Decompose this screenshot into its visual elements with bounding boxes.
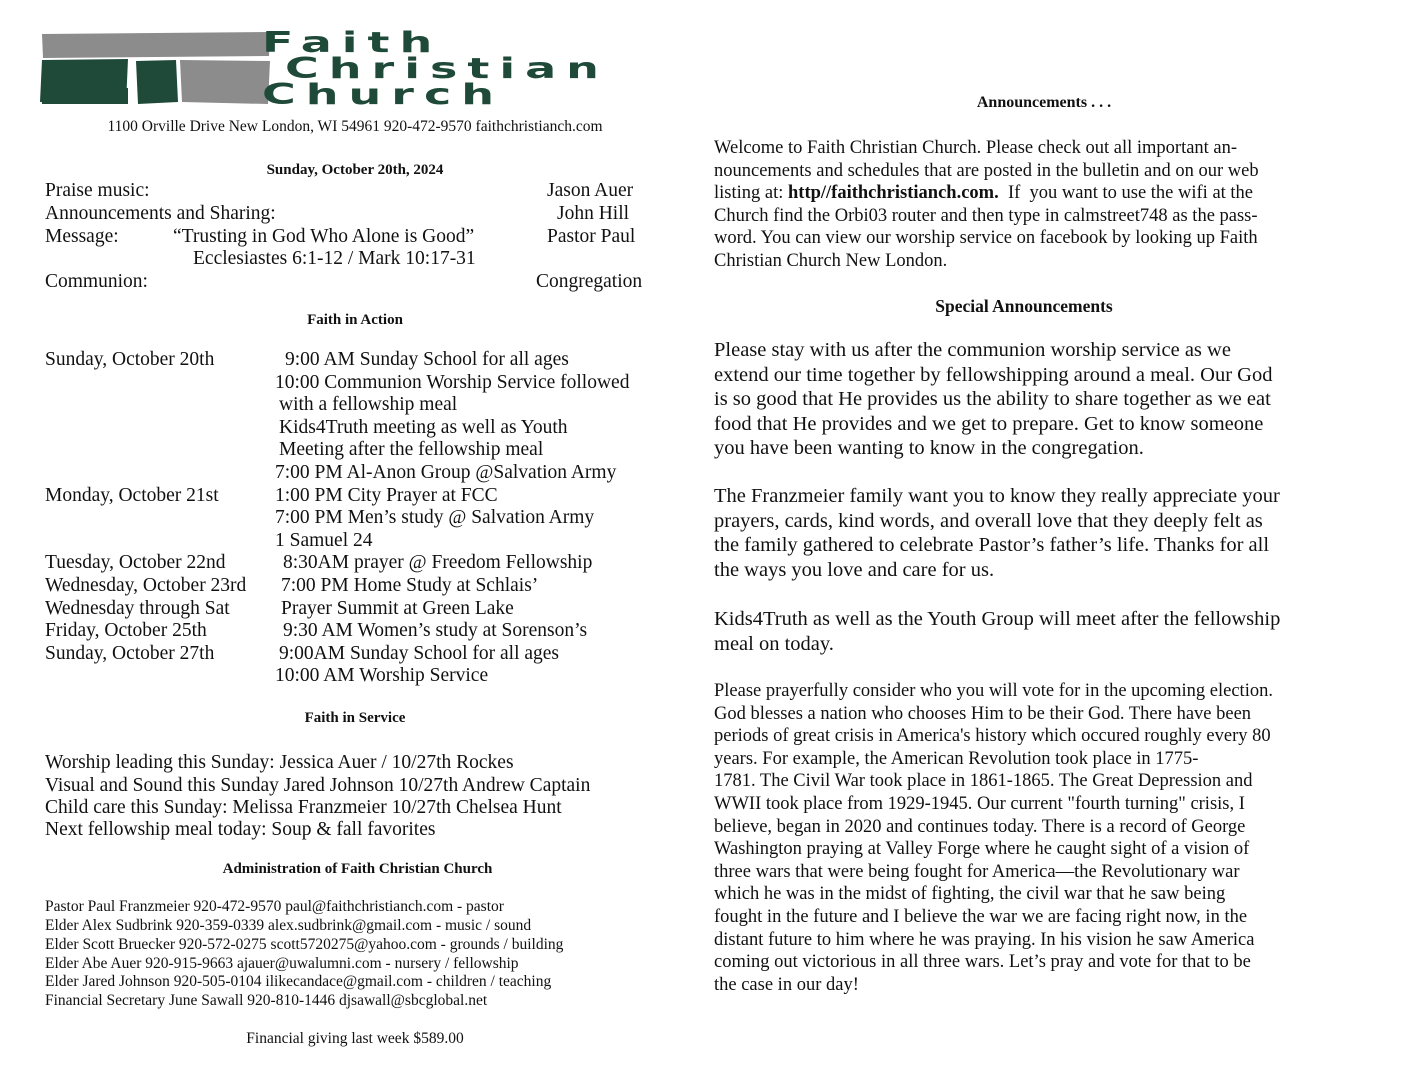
action-event: 10:00 Communion Worship Service followed	[275, 371, 630, 393]
election-line: years. For example, the American Revolution took place in 1775-	[714, 748, 1199, 769]
meal-line: is so good that He provides us the ability to share together as we eat	[714, 388, 1271, 410]
church-logo	[40, 25, 670, 111]
meal-line: you have been wanting to know in the congregation.	[714, 437, 1144, 459]
election-line: distant future to him where he was praying. In his vision he saw America	[714, 929, 1255, 950]
action-event: Meeting after the fellowship meal	[279, 439, 544, 461]
praise-label: Praise music:	[45, 180, 150, 201]
family-line: the ways you love and care for us.	[714, 558, 995, 581]
election-line: Washington praying at Valley Forge where he caught sight of a vision of	[714, 839, 1250, 860]
family-paragraph	[714, 484, 1374, 582]
family-line: prayers, cards, kind words, and overall love that they deeply felt as	[714, 509, 1263, 532]
family-line: The Franzmeier family want you to know they really appreciate your	[714, 485, 1280, 507]
meal-paragraph	[714, 338, 1374, 461]
action-event: 7:00 PM Al-Anon Group @Salvation Army	[275, 462, 617, 483]
faith-in-service-heading: Faith in Service	[304, 710, 406, 726]
election-line: periods of great crisis in America's history which occured roughly every 80	[714, 726, 1271, 747]
election-line: fought in the future and I believe the war we are facing right now, in the	[714, 906, 1248, 927]
welcome-line: word. You can view our worship service on facebook by looking up Faith	[714, 228, 1258, 249]
kids-line: Kids4Truth as well as the Youth Group will meet after the fellowship	[714, 608, 1281, 630]
financial-giving: Financial giving last week $589.00	[246, 1030, 464, 1047]
family-line: the family gathered to celebrate Pastor’s father’s life. Thanks for all	[714, 534, 1270, 556]
admin-line: Elder Abe Auer 920-915-9663 ajauer@uwalumni.com - nursery / fellowship	[45, 955, 519, 972]
welcome-line: Christian Church New London.	[714, 250, 948, 271]
announce-name: John Hill	[557, 203, 630, 224]
church-address: 1100 Orville Drive New London, WI 54961 920-472-9570 faithchristianch.com	[107, 118, 603, 135]
message-label: Message:	[45, 226, 119, 247]
election-line: Please prayerfully consider who you will vote for in the upcoming election.	[714, 681, 1273, 701]
action-event: 7:00 PM Men’s study @ Salvation Army	[275, 507, 595, 529]
message-title: “Trusting in God Who Alone is Good”	[173, 226, 475, 247]
meal-line: food that He provides and we get to prepare. Get to know someone	[714, 412, 1264, 435]
action-day: Sunday, October 27th	[45, 642, 215, 664]
admin-line: Financial Secretary June Sawall 920-810-1446 djsawall@sbcglobal.net	[45, 992, 488, 1009]
action-event: 10:00 AM Worship Service	[275, 665, 489, 687]
election-line: WWII took place from 1929-1945. Our current "fourth turning" crisis, I	[714, 793, 1245, 814]
action-event: 8:30AM prayer @ Freedom Fellowship	[283, 552, 593, 574]
special-announcements-heading: Special Announcements	[935, 296, 1113, 316]
action-event: 9:30 AM Women’s study at Sorenson’s	[283, 620, 588, 642]
announcements-heading: Announcements . . .	[976, 94, 1112, 111]
action-event: Prayer Summit at Green Lake	[281, 597, 514, 619]
meal-line: Please stay with us after the communion worship service as we	[714, 339, 1231, 361]
website-link[interactable]: http//faithchristianch.com.	[788, 183, 999, 204]
welcome-paragraph	[714, 137, 1374, 273]
welcome-text: listing at:	[714, 183, 788, 204]
action-event: 1:00 PM City Prayer at FCC	[275, 484, 498, 506]
admin-line: Pastor Paul Franzmeier 920-472-9570 paul@faithchristianch.com - pastor	[45, 898, 504, 915]
action-day: Tuesday, October 22nd	[45, 552, 226, 574]
meal-line: extend our time together by fellowshipping around a meal. Our God	[714, 363, 1273, 386]
service-date: Sunday, October 20th, 2024	[266, 162, 444, 178]
welcome-text: If you want to use the wifi at the	[998, 183, 1254, 204]
election-line: believe, began in 2020 and continues today. There is a record of George	[714, 816, 1246, 837]
action-event: 9:00AM Sunday School for all ages	[279, 642, 560, 664]
election-line: coming out victorious in all three wars. Let’s pray and vote for that to be	[714, 952, 1251, 973]
election-line: three wars that were being fought for America—the Revolutionary war	[714, 861, 1240, 882]
admin-line: Elder Jared Johnson 920-505-0104 ilikecandace@gmail.com - children / teaching	[45, 973, 552, 990]
election-paragraph	[714, 680, 1374, 996]
service-line: Worship leading this Sunday: Jessica Auer / 10/27th Rockes	[45, 752, 514, 773]
action-day: Wednesday through Sat	[45, 597, 230, 619]
welcome-line: Welcome to Faith Christian Church. Please check out all important an-	[714, 138, 1238, 158]
service-line: Next fellowship meal today: Soup & fall favorites	[45, 819, 436, 840]
election-line: God blesses a nation who chooses Him to be their God. There have been	[714, 703, 1252, 724]
logo-word-christian: Christian	[285, 51, 609, 85]
action-event: 7:00 PM Home Study at Schlais’	[281, 575, 539, 596]
logo-emblem	[40, 30, 270, 106]
praise-name: Jason Auer	[547, 180, 634, 201]
service-line: Visual and Sound this Sunday Jared Johnson 10/27th Andrew Captain	[45, 775, 591, 796]
admin-line: Elder Alex Sudbrink 920-359-0339 alex.sudbrink@gmail.com - music / sound	[45, 917, 532, 934]
welcome-line: nouncements and schedules that are posted in the bulletin and on our web	[714, 160, 1259, 181]
welcome-line: Church find the Orbi03 router and then type in calmstreet748 as the pass-	[714, 205, 1258, 226]
admin-line: Elder Scott Bruecker 920-572-0275 scott5720275@yahoo.com - grounds / building	[45, 936, 564, 953]
action-day: Friday, October 25th	[45, 620, 207, 642]
election-line: 1781. The Civil War took place in 1861-1865. The Great Depression and	[714, 771, 1253, 792]
service-line: Child care this Sunday: Melissa Franzmeier 10/27th Chelsea Hunt	[45, 797, 562, 818]
action-event: 1 Samuel 24	[275, 529, 373, 551]
logo-word-church: Church	[262, 77, 504, 111]
announce-label: Announcements and Sharing:	[45, 203, 276, 224]
message-name: Pastor Paul	[547, 226, 636, 247]
scripture-reading: Ecclesiastes 6:1-12 / Mark 10:17-31	[193, 248, 476, 269]
welcome-line	[714, 182, 1374, 205]
action-day: Monday, October 21st	[45, 484, 219, 506]
communion-name: Congregation	[536, 271, 643, 292]
action-event: Kids4Truth meeting as well as Youth	[279, 416, 568, 438]
action-event: 9:00 AM Sunday School for all ages	[285, 349, 569, 370]
election-line: the case in our day!	[714, 974, 859, 995]
administration-heading: Administration of Faith Christian Church	[222, 861, 493, 877]
action-day: Sunday, October 20th	[45, 349, 215, 370]
kids-line: meal on today.	[714, 632, 834, 655]
logo-word-faith: Faith	[262, 25, 443, 59]
election-line: which he was in the midst of fighting, the civil war that he saw being	[714, 884, 1226, 905]
action-event: with a fellowship meal	[279, 394, 458, 416]
action-day: Wednesday, October 23rd	[45, 575, 247, 596]
kids-paragraph	[714, 607, 1374, 656]
communion-label: Communion:	[45, 271, 148, 292]
faith-in-action-heading: Faith in Action	[307, 312, 403, 328]
